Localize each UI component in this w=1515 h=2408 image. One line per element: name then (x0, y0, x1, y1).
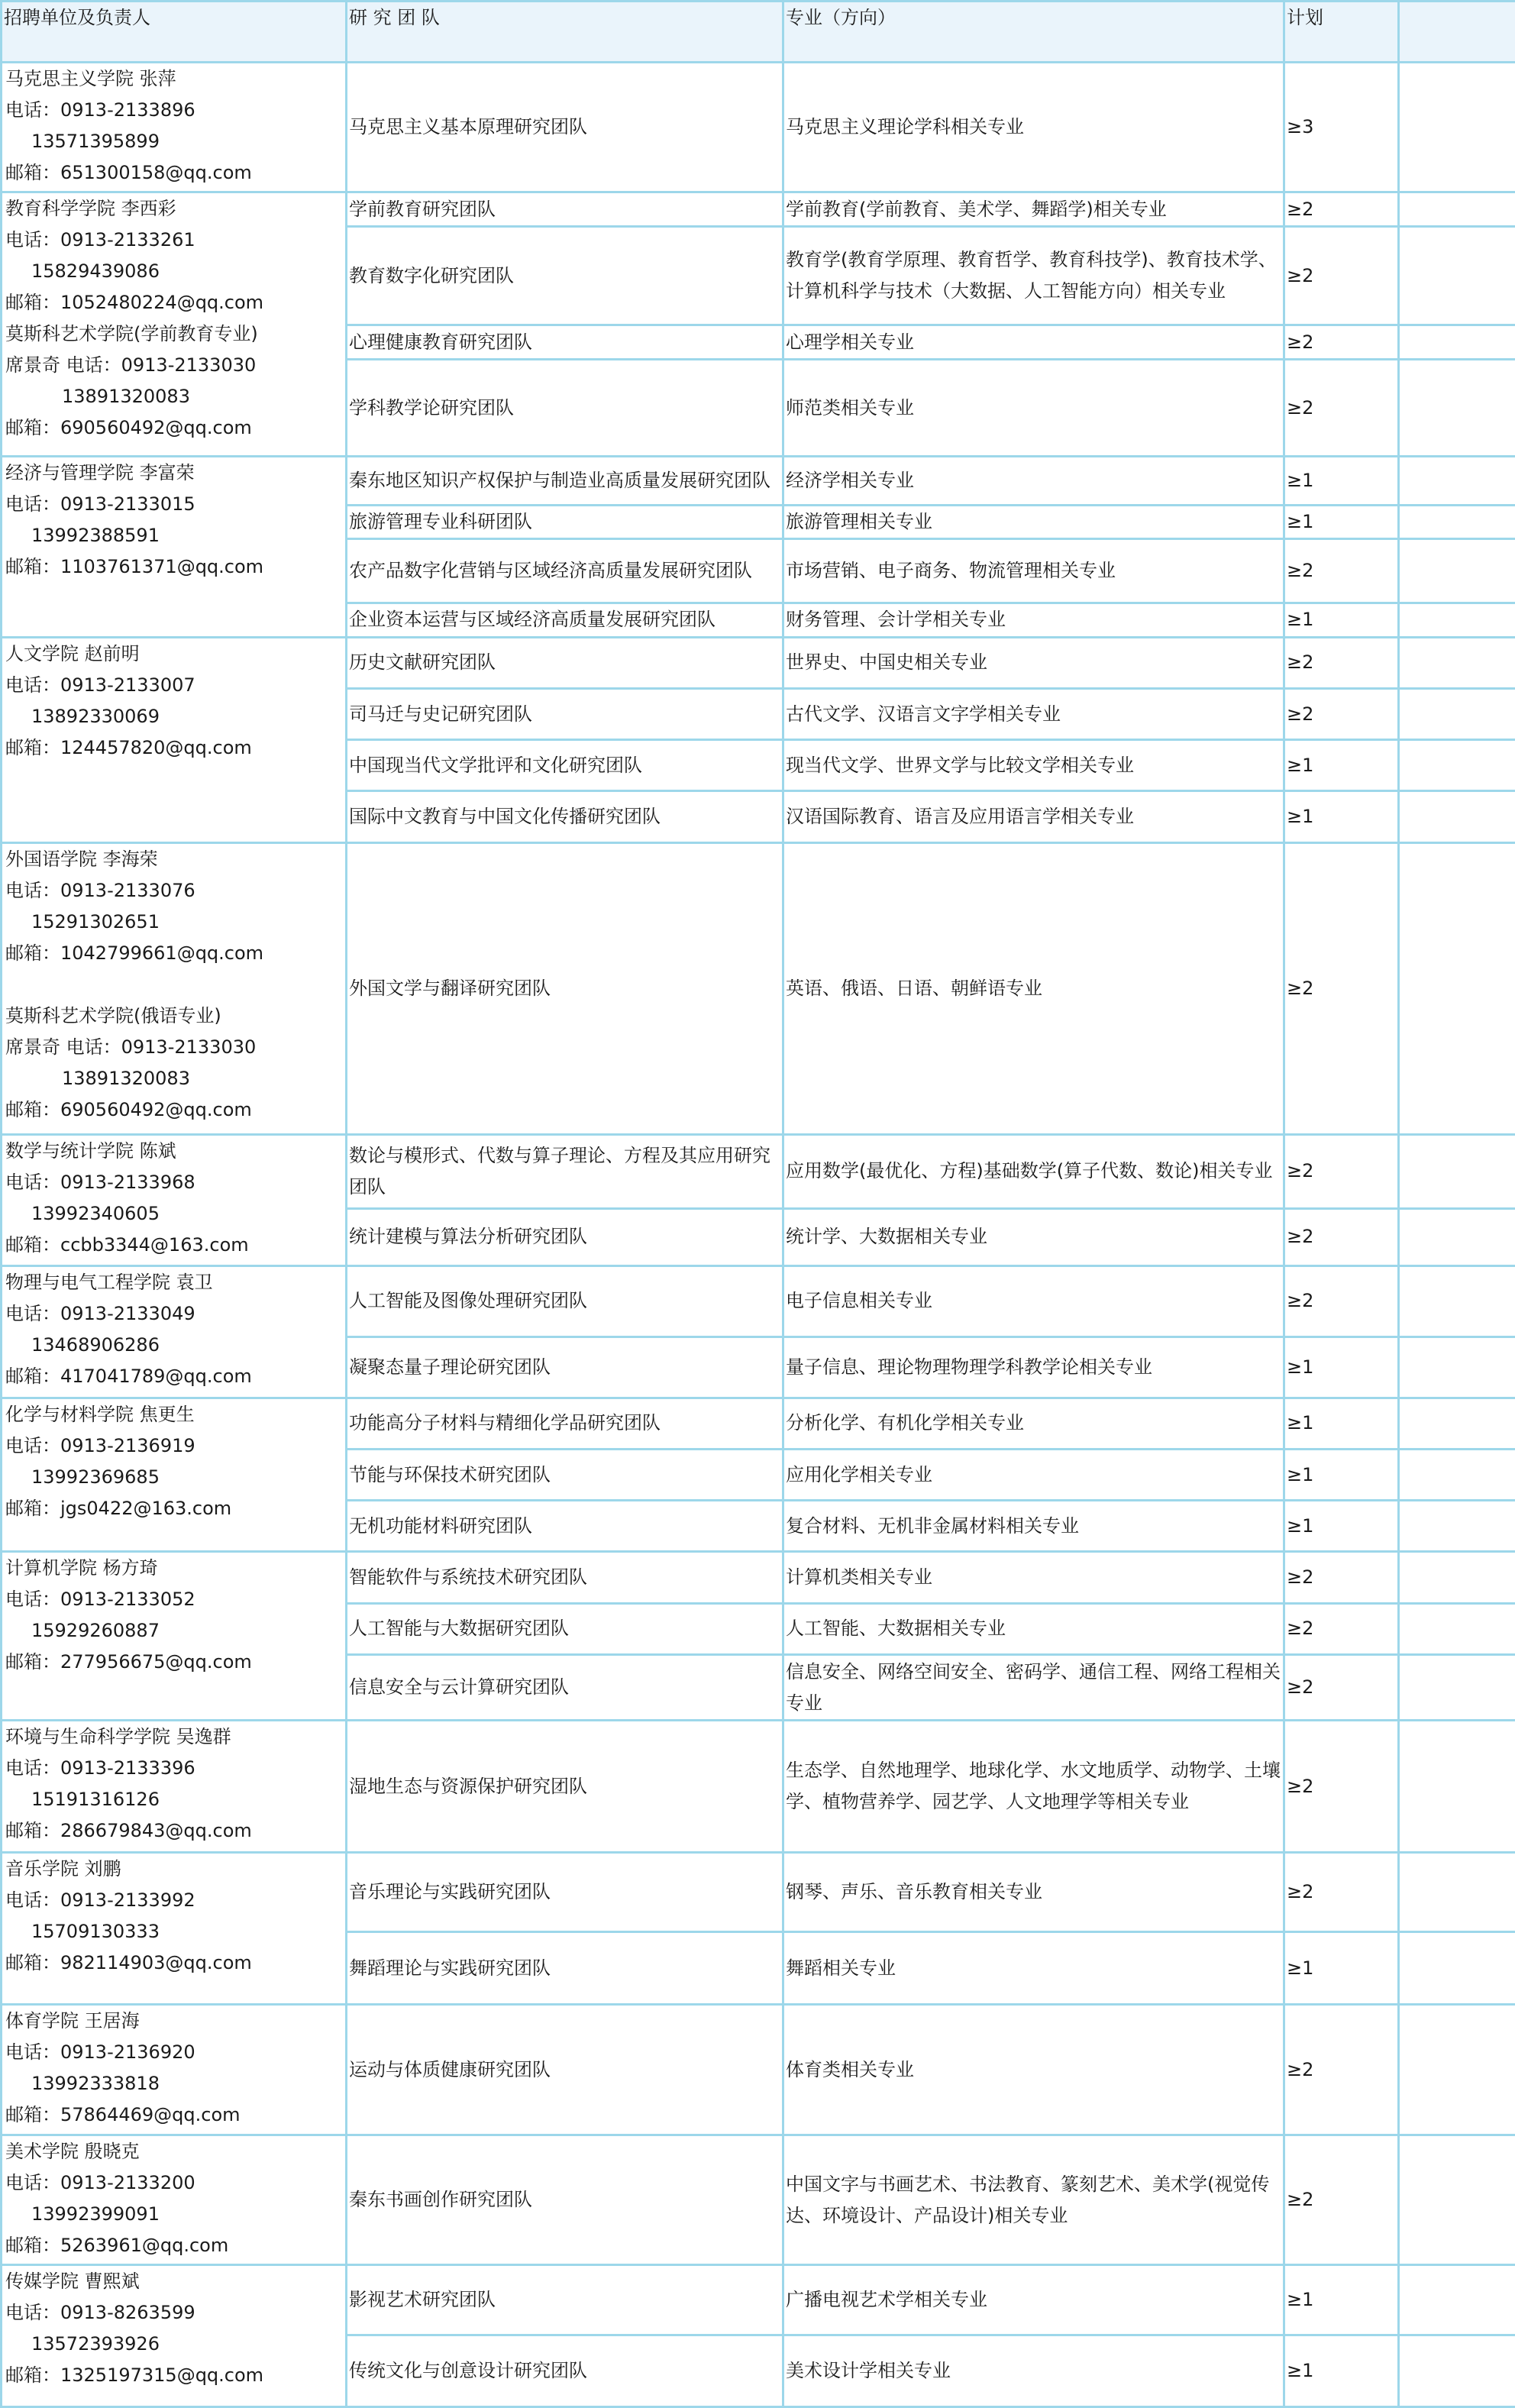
team-cell: 国际中文教育与中国文化传播研究团队 (347, 791, 783, 842)
unit-line: 邮箱：651300158@qq.com (5, 162, 252, 183)
table-row (2, 2265, 1515, 2335)
plan-cell: ≥2 (1284, 1552, 1399, 1603)
unit-cell (2, 1134, 347, 1265)
team-cell: 湿地生态与资源保护研究团队 (347, 1721, 783, 1852)
team-cell: 舞蹈理论与实践研究团队 (347, 1932, 783, 2005)
team-cell: 农产品数字化营销与区域经济高质量发展研究团队 (347, 539, 783, 603)
plan-cell: ≥1 (1284, 505, 1399, 539)
extra-cell (1399, 842, 1515, 1134)
unit-cell (2, 1398, 347, 1552)
major-cell: 电子信息相关专业 (783, 1265, 1284, 1337)
major-cell: 英语、俄语、日语、朝鲜语专业 (783, 842, 1284, 1134)
unit-line: 电话：0913-2133896 (5, 99, 195, 121)
plan-cell: ≥1 (1284, 2265, 1399, 2335)
plan-cell: ≥2 (1284, 2135, 1399, 2265)
team-cell: 智能软件与系统技术研究团队 (347, 1552, 783, 1603)
unit-cell (2, 63, 347, 192)
extra-cell (1399, 226, 1515, 325)
unit-line: 13468906286 (31, 1333, 160, 1356)
plan-cell: ≥2 (1284, 226, 1399, 325)
major-cell: 心理学相关专业 (783, 325, 1284, 360)
table-row (2, 192, 1515, 227)
major-cell: 马克思主义理论学科相关专业 (783, 63, 1284, 192)
unit-line: 邮箱：690560492@qq.com (5, 1098, 252, 1120)
major-cell: 量子信息、理论物理物理学科教学论相关专业 (783, 1337, 1284, 1398)
team-cell: 信息安全与云计算研究团队 (347, 1654, 783, 1721)
header-team: 研 究 团 队 (347, 2, 783, 63)
unit-line: 邮箱：1325197315@qq.com (5, 2364, 264, 2387)
header-row (2, 2, 1515, 63)
unit-line: 邮箱：124457820@qq.com (5, 736, 252, 758)
table-row (2, 2135, 1515, 2265)
unit-cell (2, 1721, 347, 1852)
unit-line: 电话：0913-2133007 (5, 674, 195, 696)
major-cell: 市场营销、电子商务、物流管理相关专业 (783, 539, 1284, 603)
extra-cell (1399, 457, 1515, 505)
unit-cell (2, 2005, 347, 2135)
plan-cell: ≥1 (1284, 1449, 1399, 1500)
extra-cell (1399, 1134, 1515, 1209)
unit-line: 人文学院 赵前明 (5, 642, 140, 664)
major-cell: 应用化学相关专业 (783, 1449, 1284, 1500)
table-row (2, 637, 1515, 688)
unit-line: 13892330069 (31, 705, 160, 727)
extra-cell (1399, 1721, 1515, 1852)
team-cell: 无机功能材料研究团队 (347, 1501, 783, 1552)
plan-cell: ≥1 (1284, 791, 1399, 842)
extra-cell (1399, 1603, 1515, 1654)
unit-line: 莫斯科艺术学院(学前教育专业) (5, 323, 258, 345)
unit-line: 美术学院 殷晓克 (5, 2141, 140, 2163)
major-cell: 复合材料、无机非金属材料相关专业 (783, 1501, 1284, 1552)
unit-line: 电话：0913-2133076 (5, 879, 195, 901)
extra-cell (1399, 1654, 1515, 1721)
unit-cell (2, 2135, 347, 2265)
team-cell: 旅游管理专业科研团队 (347, 505, 783, 539)
unit-line: 邮箱：1103761371@qq.com (5, 556, 264, 578)
plan-cell: ≥2 (1284, 1603, 1399, 1654)
extra-cell (1399, 740, 1515, 791)
table-body (2, 63, 1515, 2407)
unit-line: 莫斯科艺术学院(俄语专业) (5, 1004, 221, 1026)
header-unit: 招聘单位及负责人 (2, 2, 347, 63)
table-row (2, 1721, 1515, 1852)
unit-line: 传媒学院 曹熙斌 (5, 2271, 140, 2293)
major-cell: 旅游管理相关专业 (783, 505, 1284, 539)
unit-line: 电话：0913-8263599 (5, 2302, 195, 2324)
extra-cell (1399, 360, 1515, 457)
team-cell: 传统文化与创意设计研究团队 (347, 2335, 783, 2407)
extra-cell (1399, 325, 1515, 360)
unit-line: 13572393926 (31, 2333, 160, 2355)
extra-cell (1399, 505, 1515, 539)
extra-cell (1399, 192, 1515, 227)
unit-cell (2, 1265, 347, 1398)
unit-line: 15709130333 (31, 1920, 160, 1942)
team-cell: 功能高分子材料与精细化学品研究团队 (347, 1398, 783, 1449)
unit-cell (2, 1552, 347, 1721)
major-cell: 中国文字与书画艺术、书法教育、篆刻艺术、美术学(视觉传达、环境设计、产品设计)相关专业 (783, 2135, 1284, 2265)
plan-cell: ≥2 (1284, 1852, 1399, 1932)
unit-line: 15829439086 (31, 260, 160, 283)
table-row (2, 1552, 1515, 1603)
major-cell: 教育学(教育学原理、教育哲学、教育科技学)、教育技术学、计算机科学与技术（大数据、人工智能方向）相关专业 (783, 226, 1284, 325)
major-cell: 计算机类相关专业 (783, 1552, 1284, 1603)
unit-line: 13992388591 (31, 525, 160, 547)
unit-line: 13992369685 (31, 1466, 160, 1488)
major-cell: 钢琴、声乐、音乐教育相关专业 (783, 1852, 1284, 1932)
unit-line: 邮箱：ccbb3344@163.com (5, 1233, 249, 1256)
unit-line: 邮箱：5263961@qq.com (5, 2235, 229, 2257)
plan-cell: ≥2 (1284, 842, 1399, 1134)
unit-line: 体育学院 王居海 (5, 2010, 140, 2032)
team-cell: 企业资本运营与区域经济高质量发展研究团队 (347, 603, 783, 637)
unit-line: 数学与统计学院 陈斌 (5, 1139, 176, 1162)
team-cell: 节能与环保技术研究团队 (347, 1449, 783, 1500)
team-cell: 中国现当代文学批评和文化研究团队 (347, 740, 783, 791)
unit-line: 电话：0913-2133015 (5, 493, 195, 516)
header-plan: 计划 (1284, 2, 1399, 63)
plan-cell: ≥3 (1284, 63, 1399, 192)
team-cell: 历史文献研究团队 (347, 637, 783, 688)
plan-cell: ≥2 (1284, 1721, 1399, 1852)
unit-cell (2, 2265, 347, 2407)
plan-cell: ≥1 (1284, 457, 1399, 505)
team-cell: 人工智能及图像处理研究团队 (347, 1265, 783, 1337)
header-major: 专业（方向） (783, 2, 1284, 63)
major-cell: 经济学相关专业 (783, 457, 1284, 505)
extra-cell (1399, 1552, 1515, 1603)
team-cell: 学前教育研究团队 (347, 192, 783, 227)
extra-cell (1399, 2135, 1515, 2265)
extra-cell (1399, 1265, 1515, 1337)
unit-line: 环境与生命科学学院 吴逸群 (5, 1726, 231, 1748)
unit-line: 15291302651 (31, 910, 160, 932)
major-cell: 生态学、自然地理学、地球化学、水文地质学、动物学、土壤学、植物营养学、园艺学、人文地理学等相关专业 (783, 1721, 1284, 1852)
unit-line: 邮箱：982114903@qq.com (5, 1951, 252, 1973)
unit-line: 计算机学院 杨方琦 (5, 1557, 158, 1579)
team-cell: 秦东书画创作研究团队 (347, 2135, 783, 2265)
team-cell: 影视艺术研究团队 (347, 2265, 783, 2335)
team-cell: 马克思主义基本原理研究团队 (347, 63, 783, 192)
extra-cell (1399, 1501, 1515, 1552)
extra-cell (1399, 539, 1515, 603)
unit-line: 电话：0913-2136919 (5, 1434, 195, 1456)
unit-line: 15191316126 (31, 1789, 160, 1811)
plan-cell: ≥2 (1284, 637, 1399, 688)
unit-line: 音乐学院 刘鹏 (5, 1857, 121, 1880)
extra-cell (1399, 1449, 1515, 1500)
team-cell: 数论与模形式、代数与算子理论、方程及其应用研究团队 (347, 1134, 783, 1209)
plan-cell: ≥2 (1284, 192, 1399, 227)
plan-cell: ≥2 (1284, 688, 1399, 739)
plan-cell: ≥2 (1284, 1265, 1399, 1337)
unit-line: 邮箱：1052480224@qq.com (5, 292, 264, 314)
major-cell: 汉语国际教育、语言及应用语言学相关专业 (783, 791, 1284, 842)
extra-cell (1399, 2265, 1515, 2335)
major-cell: 广播电视艺术学相关专业 (783, 2265, 1284, 2335)
unit-line: 15929260887 (31, 1620, 160, 1642)
table-row (2, 457, 1515, 505)
extra-cell (1399, 63, 1515, 192)
team-cell: 音乐理论与实践研究团队 (347, 1852, 783, 1932)
unit-line: 电话：0913-2133049 (5, 1302, 195, 1324)
team-cell: 心理健康教育研究团队 (347, 325, 783, 360)
unit-line: 教育科学学院 李西彩 (5, 198, 176, 220)
plan-cell: ≥2 (1284, 539, 1399, 603)
extra-cell (1399, 791, 1515, 842)
extra-cell (1399, 1852, 1515, 1932)
major-cell: 统计学、大数据相关专业 (783, 1209, 1284, 1265)
unit-line: 化学与材料学院 焦更生 (5, 1403, 195, 1425)
unit-line: 邮箱：jgs0422@163.com (5, 1497, 232, 1519)
unit-cell (2, 457, 347, 637)
unit-line: 经济与管理学院 李富荣 (5, 462, 195, 484)
plan-cell: ≥2 (1284, 1209, 1399, 1265)
extra-cell (1399, 1398, 1515, 1449)
table-row (2, 1398, 1515, 1449)
major-cell: 学前教育(学前教育、美术学、舞蹈学)相关专业 (783, 192, 1284, 227)
unit-line: 邮箱：57864469@qq.com (5, 2104, 241, 2126)
unit-line: 电话：0913-2136920 (5, 2041, 195, 2064)
extra-cell (1399, 637, 1515, 688)
plan-cell: ≥2 (1284, 2005, 1399, 2135)
major-cell: 人工智能、大数据相关专业 (783, 1603, 1284, 1654)
unit-cell (2, 842, 347, 1134)
unit-line: 邮箱：277956675@qq.com (5, 1651, 252, 1673)
extra-cell (1399, 1932, 1515, 2005)
plan-cell: ≥1 (1284, 1932, 1399, 2005)
table-row (2, 1134, 1515, 1209)
unit-cell (2, 1852, 347, 2005)
unit-line: 13571395899 (31, 131, 160, 152)
unit-line: 席景奇 电话：0913-2133030 (5, 1036, 257, 1058)
extra-cell (1399, 688, 1515, 739)
extra-cell (1399, 2005, 1515, 2135)
unit-line: 电话：0913-2133200 (5, 2172, 195, 2194)
header-extra (1399, 2, 1515, 63)
unit-line: 马克思主义学院 张萍 (5, 68, 176, 89)
plan-cell: ≥2 (1284, 325, 1399, 360)
team-cell: 运动与体质健康研究团队 (347, 2005, 783, 2135)
major-cell: 应用数学(最优化、方程)基础数学(算子代数、数论)相关专业 (783, 1134, 1284, 1209)
plan-cell: ≥2 (1284, 1134, 1399, 1209)
unit-line: 邮箱：417041789@qq.com (5, 1365, 252, 1387)
unit-line: 13891320083 (62, 1067, 190, 1089)
unit-line: 13891320083 (62, 386, 190, 408)
team-cell: 教育数字化研究团队 (347, 226, 783, 325)
unit-cell (2, 192, 347, 457)
plan-cell: ≥1 (1284, 2335, 1399, 2407)
team-cell: 外国文学与翻译研究团队 (347, 842, 783, 1134)
unit-line: 席景奇 电话：0913-2133030 (5, 354, 257, 377)
unit-line: 电话：0913-2133992 (5, 1889, 195, 1911)
team-cell: 秦东地区知识产权保护与制造业高质量发展研究团队 (347, 457, 783, 505)
major-cell: 分析化学、有机化学相关专业 (783, 1398, 1284, 1449)
table-row (2, 2005, 1515, 2135)
plan-cell: ≥2 (1284, 1654, 1399, 1721)
plan-cell: ≥1 (1284, 1337, 1399, 1398)
major-cell: 古代文学、汉语言文字学相关专业 (783, 688, 1284, 739)
major-cell: 现当代文学、世界文学与比较文学相关专业 (783, 740, 1284, 791)
extra-cell (1399, 1337, 1515, 1398)
major-cell: 财务管理、会计学相关专业 (783, 603, 1284, 637)
unit-line: 13992399091 (31, 2203, 160, 2225)
team-cell: 统计建模与算法分析研究团队 (347, 1209, 783, 1265)
extra-cell (1399, 1209, 1515, 1265)
unit-line: 邮箱：286679843@qq.com (5, 1820, 252, 1842)
major-cell: 体育类相关专业 (783, 2005, 1284, 2135)
unit-line: 邮箱：1042799661@qq.com (5, 942, 264, 964)
extra-cell (1399, 2335, 1515, 2407)
plan-cell: ≥1 (1284, 1501, 1399, 1552)
major-cell: 世界史、中国史相关专业 (783, 637, 1284, 688)
major-cell: 师范类相关专业 (783, 360, 1284, 457)
major-cell: 信息安全、网络空间安全、密码学、通信工程、网络工程相关专业 (783, 1654, 1284, 1721)
plan-cell: ≥2 (1284, 360, 1399, 457)
team-cell: 司马迁与史记研究团队 (347, 688, 783, 739)
unit-cell (2, 637, 347, 842)
table-row (2, 1852, 1515, 1932)
major-cell: 美术设计学相关专业 (783, 2335, 1284, 2407)
unit-line: 邮箱：690560492@qq.com (5, 417, 252, 439)
unit-line: 外国语学院 李海荣 (5, 848, 158, 870)
team-cell: 学科教学论研究团队 (347, 360, 783, 457)
extra-cell (1399, 603, 1515, 637)
plan-cell: ≥1 (1284, 740, 1399, 791)
table-row (2, 842, 1515, 1134)
unit-line: 电话：0913-2133052 (5, 1589, 195, 1611)
unit-line: 物理与电气工程学院 袁卫 (5, 1271, 213, 1293)
team-cell: 凝聚态量子理论研究团队 (347, 1337, 783, 1398)
table-row (2, 1265, 1515, 1337)
plan-cell: ≥1 (1284, 603, 1399, 637)
unit-line: 电话：0913-2133261 (5, 229, 195, 251)
table-row (2, 63, 1515, 192)
major-cell: 舞蹈相关专业 (783, 1932, 1284, 2005)
unit-line: 13992340605 (31, 1202, 160, 1224)
unit-line: 13992333818 (31, 2073, 160, 2095)
plan-cell: ≥1 (1284, 1398, 1399, 1449)
unit-line: 电话：0913-2133396 (5, 1757, 195, 1779)
team-cell: 人工智能与大数据研究团队 (347, 1603, 783, 1654)
unit-line: 电话：0913-2133968 (5, 1171, 195, 1193)
